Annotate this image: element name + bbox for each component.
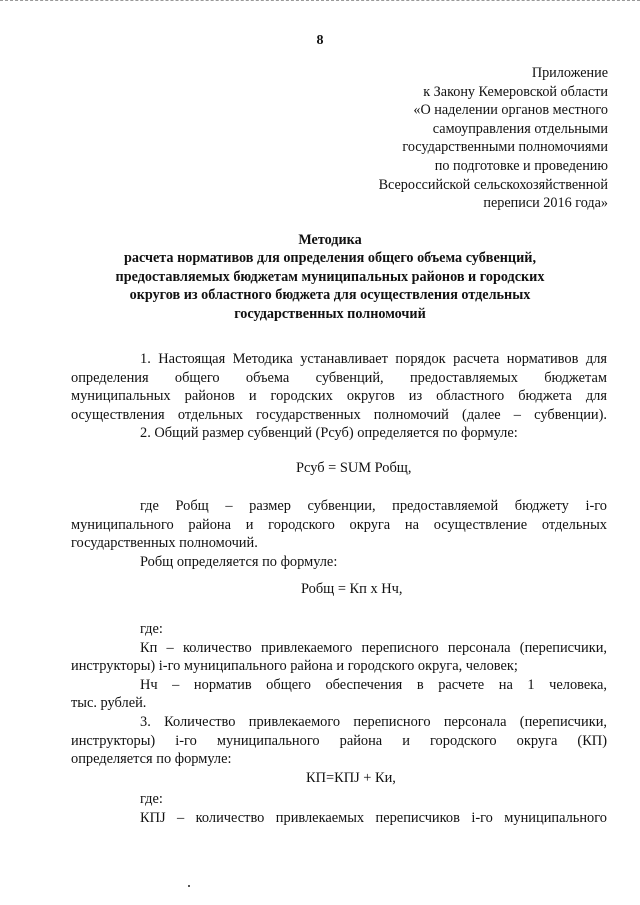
- formula-kp: КП=КПЈ + Ки,: [306, 770, 396, 786]
- title-line: предоставляемых бюджетам муниципальных районов и городских: [115, 268, 545, 285]
- paragraph-line: муниципального района и городского округа на осуществление отдельных: [71, 516, 607, 533]
- paragraph-3-line: инструкторы) i-го муниципального района и городского округа (КП): [71, 732, 607, 749]
- document-title: [70, 231, 590, 323]
- appendix-line: по подготовке и проведению: [434, 157, 608, 174]
- kpj-block: [71, 790, 607, 827]
- formula-robsh: Робщ = Кп х Нч,: [301, 581, 403, 597]
- paragraph-line: осуществления отдельных государственных полномочий (далее – субвенции).: [71, 406, 607, 423]
- paragraph-line: определения общего объема субвенций, предоставляемых бюджетам: [71, 369, 607, 386]
- appendix-block: [308, 64, 608, 213]
- nch-definition: Нч – норматив общего обеспечения в расчете на 1 человека,: [140, 676, 607, 693]
- appendix-line: Всероссийской сельскохозяйственной: [378, 176, 608, 193]
- title-line: расчета нормативов для определения общего объема субвенций,: [123, 250, 537, 267]
- appendix-line: к Закону Кемеровской области: [423, 83, 608, 100]
- title-line: Методика: [298, 232, 362, 248]
- paragraph-3-line: 3. Количество привлекаемого переписного персонала (переписчики,: [140, 713, 607, 730]
- formula-rsub: Рсуб = SUM Робщ,: [296, 460, 412, 476]
- kp-definition: Кп – количество привлекаемого переписного персонала (переписчики,: [140, 639, 607, 656]
- where-robsh: [71, 497, 607, 571]
- appendix-line: переписи 2016 года»: [483, 195, 608, 212]
- where-label: где:: [140, 791, 163, 807]
- paragraph-2: 2. Общий размер субвенций (Рсуб) определяется по формуле:: [140, 425, 518, 442]
- paragraph-line: государственных полномочий.: [71, 535, 258, 552]
- title-line: государственных полномочий: [234, 305, 426, 322]
- paragraph-3-line: определяется по формуле:: [71, 751, 232, 768]
- paragraph-line: где Робщ – размер субвенции, предоставляемой бюджету i-го: [140, 498, 607, 514]
- appendix-line: «О наделении органов местного: [413, 102, 608, 119]
- where-label: где:: [140, 621, 163, 637]
- definitions-block: [71, 620, 607, 769]
- title-line: округов из областного бюджета для осуществления отдельных: [129, 287, 531, 304]
- appendix-line: государственными полномочиями: [402, 139, 608, 156]
- paragraph-1: [71, 350, 607, 443]
- robsh-intro: Робщ определяется по формуле:: [140, 553, 338, 570]
- kpj-definition: КПЈ – количество привлекаемых переписчиков i-го муниципального: [140, 809, 607, 826]
- paragraph-line: 1. Настоящая Методика устанавливает порядок расчета нормативов для: [140, 351, 607, 367]
- nch-definition: тыс. рублей.: [71, 695, 147, 712]
- kp-definition: инструкторы) i-го муниципального района и городского округа, человек;: [71, 658, 518, 675]
- appendix-line: Приложение: [531, 65, 608, 81]
- paragraph-line: муниципальных районов и городских округов из областного бюджета для: [71, 388, 607, 405]
- appendix-line: самоуправления отдельными: [432, 120, 608, 137]
- scan-speck: [188, 885, 190, 887]
- scan-edge: [0, 0, 640, 3]
- page-number: 8: [316, 33, 324, 48]
